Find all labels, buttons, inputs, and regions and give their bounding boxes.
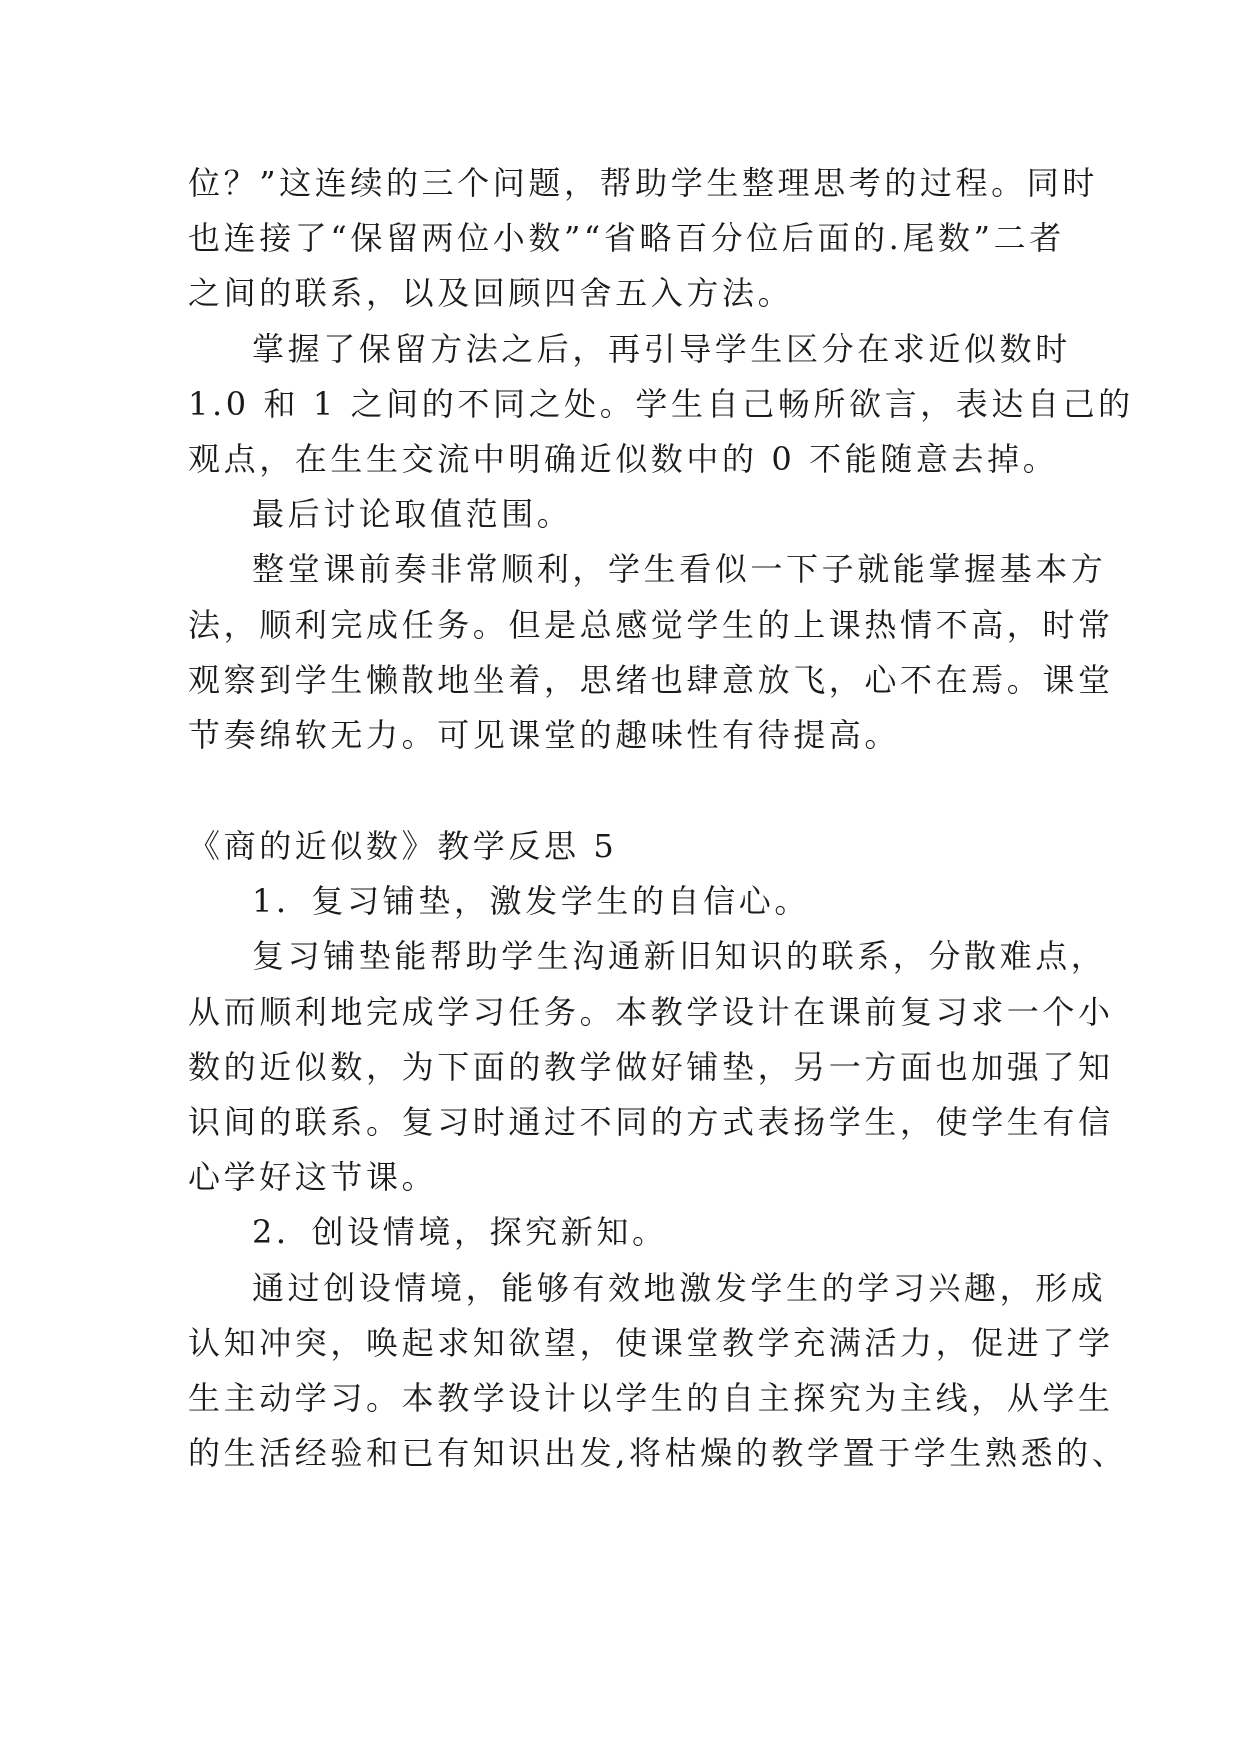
text-line: 法，顺利完成任务。但是总感觉学生的上课热情不高，时常 [188,605,1114,644]
paragraph-start-line: 通过创设情境，能够有效地激发学生的学习兴趣，形成 [252,1268,1107,1307]
text-line: 也连接了“保留两位小数”“省略百分位后面的.尾数”二者 [188,219,1065,258]
text-line: 数的近似数，为下面的教学做好铺垫，另一方面也加强了知 [188,1047,1114,1086]
section-spacer [188,763,1058,819]
paragraph-start-line: 复习铺垫能帮助学生沟通新旧知识的联系，分散难点， [252,937,1107,976]
text-line: 从而顺利地完成学习任务。本教学设计在课前复习求一个小 [188,992,1114,1031]
text-line: 观察到学生懒散地坐着，思绪也肆意放飞，心不在焉。课堂 [188,660,1114,699]
text-line: 观点，在生生交流中明确近似数中的 0 不能随意去掉。 [188,439,1059,478]
text-line: 生主动学习。本教学设计以学生的自主探究为主线，从学生 [188,1378,1114,1417]
paragraph-start-line: 掌握了保留方法之后，再引导学生区分在求近似数时 [252,329,1071,368]
paragraph-start-line: 整堂课前奏非常顺利，学生看似一下子就能掌握基本方 [252,550,1107,589]
text-line: 节奏绵软无力。可见课堂的趣味性有待提高。 [188,715,901,754]
text-line: 1.0 和 1 之间的不同之处。学生自己畅所欲言，表达自己的 [188,384,1134,423]
paragraph-start-line: 最后讨论取值范围。 [252,495,573,534]
document-body [188,156,1134,1481]
text-line: 认知冲突，唤起求知欲望，使课堂教学充满活力，促进了学 [188,1323,1114,1362]
text-line: 心学好这节课。 [188,1158,438,1197]
numbered-point: 2．创设情境，探究新知。 [252,1213,668,1252]
text-line: 位？”这连续的三个问题，帮助学生整理思考的过程。同时 [188,164,1098,202]
text-line: 之间的联系，以及回顾四舍五入方法。 [188,274,794,313]
text-line: 识间的联系。复习时通过不同的方式表扬学生，使学生有信 [188,1103,1114,1141]
text-line: 的生活经验和已有知识出发,将枯燥的教学置于学生熟悉的、 [188,1434,1128,1473]
numbered-point: 1．复习铺垫，激发学生的自信心。 [252,882,810,921]
section-heading: 《商的近似数》教学反思 5 [188,827,618,866]
